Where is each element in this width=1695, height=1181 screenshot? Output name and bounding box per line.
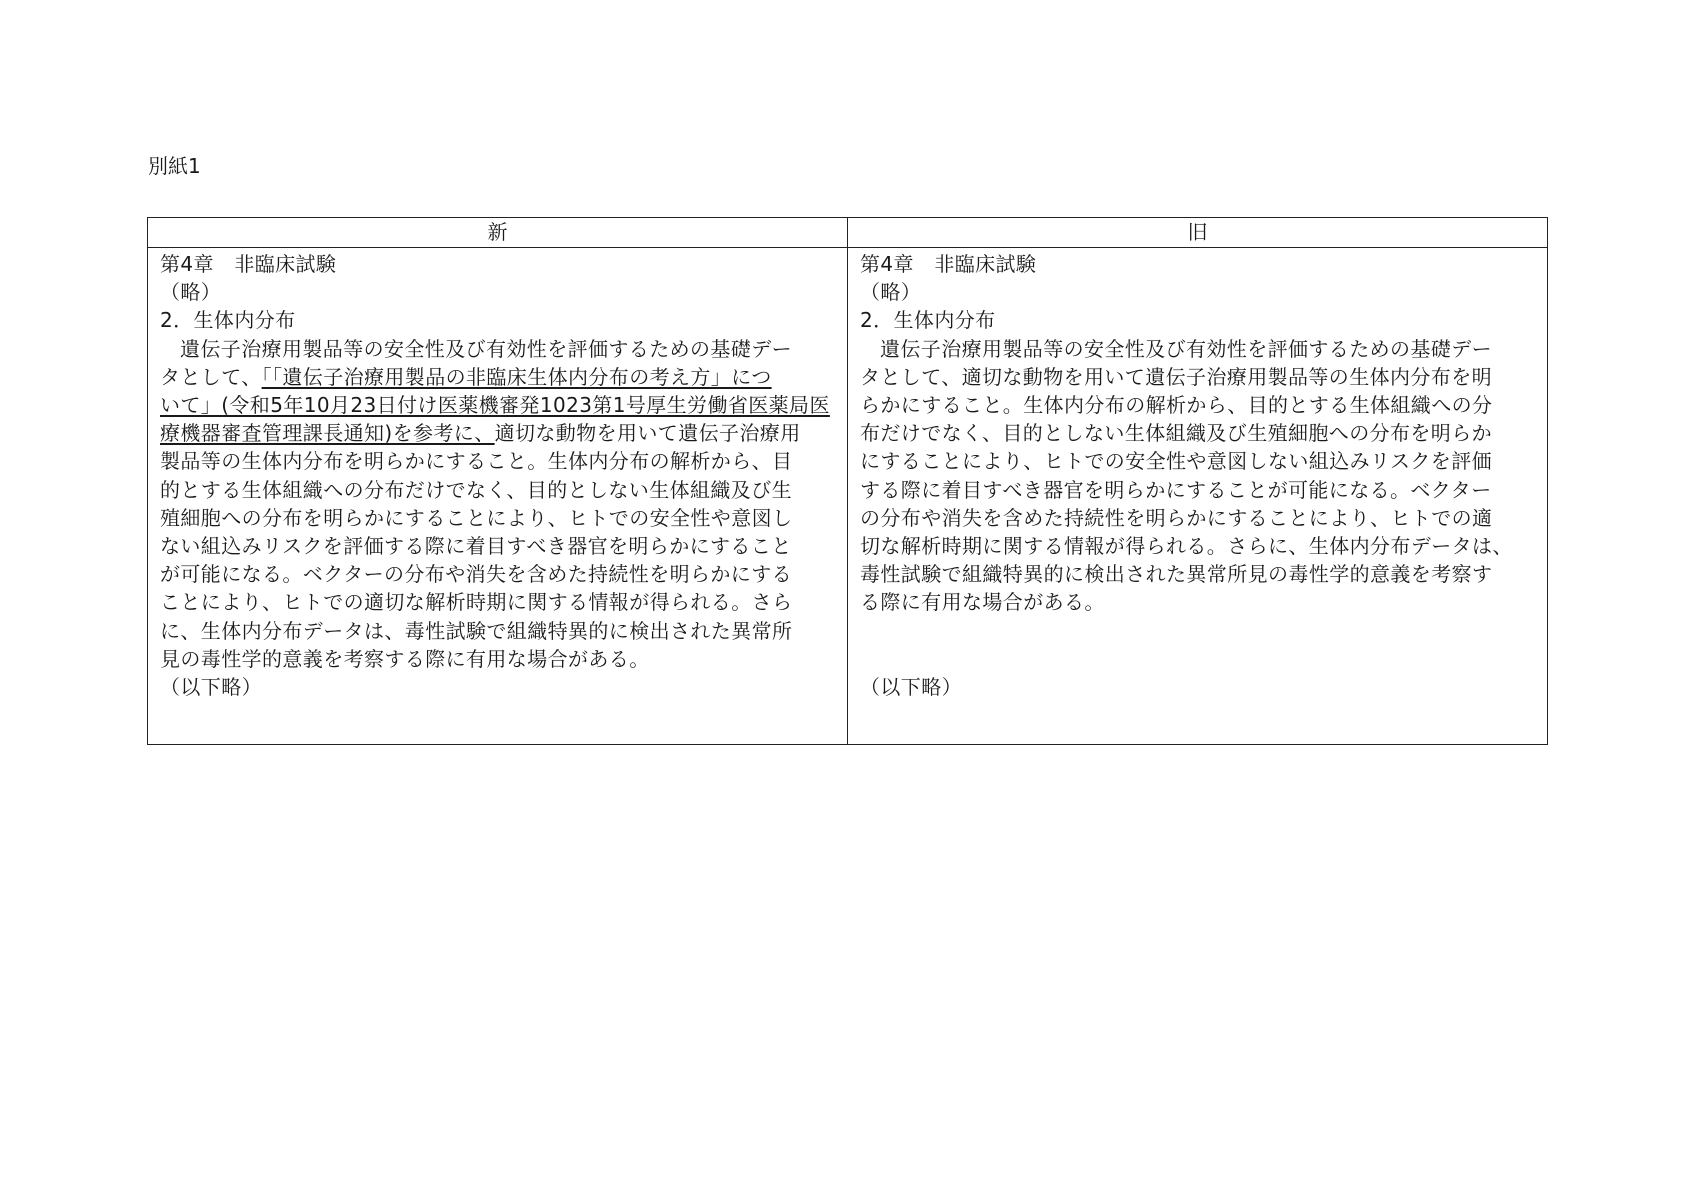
new-body-line: ことにより、ヒトでの適切な解析時期に関する情報が得られる。さら (160, 590, 793, 615)
new-section-title: 2．生体内分布 (160, 308, 296, 333)
new-body-text: 適切な動物を用いて遺伝子治療用 (494, 421, 801, 446)
column-header-new: 新 (148, 218, 848, 248)
new-omitted-top: （略） (160, 280, 222, 305)
new-body-line: 見の毒性学的意義を考察する際に有用な場合がある。 (160, 646, 650, 671)
old-body-line: 切な解析時期に関する情報が得られる。さらに、生体内分布データは、 (860, 534, 1513, 559)
old-body-line: 遺伝子治療用製品等の安全性及び有効性を評価するための基礎デー (880, 336, 1492, 361)
old-chapter-title: 第4章 非臨床試験 (860, 252, 1037, 276)
old-body-line: る際に有用な場合がある。 (860, 590, 1105, 615)
old-body-line: 布だけでなく、目的としない生体組織及び生殖細胞への分布を明らか (860, 421, 1492, 446)
old-body-line: らかにすること。生体内分布の解析から、目的とする生体組織への分 (860, 393, 1493, 418)
new-body-line: 遺伝子治療用製品等の安全性及び有効性を評価するための基礎デー (180, 336, 792, 361)
amended-text: 「「遺伝子治療用製品の非臨床生体内分布の考え方」につ (261, 364, 772, 389)
old-body-line: 毒性試験で組織特異的に検出された異常所見の毒性学的意義を考察す (860, 562, 1493, 587)
new-body-line: が可能になる。ベクターの分布や消失を含めた持続性を明らかにする (160, 562, 792, 587)
old-body-line: タとして、適切な動物を用いて遺伝子治療用製品等の生体内分布を明 (860, 364, 1492, 389)
blank-space (860, 617, 1535, 673)
new-body-line: 的とする生体組織への分布だけでなく、目的としない生体組織及び生 (160, 477, 792, 502)
new-body-line: ない組込みリスクを評価する際に着目すべき器官を明らかにすること (160, 534, 792, 559)
new-omitted-bottom: （以下略） (160, 675, 262, 700)
new-body-line (160, 363, 835, 391)
old-body-line: する際に着目すべき器官を明らかにすることが可能になる。ベクター (860, 477, 1492, 502)
old-body-line: にすることにより、ヒトでの安全性や意図しない組込みリスクを評価 (860, 449, 1492, 474)
old-body-line: の分布や消失を含めた持続性を明らかにすることにより、ヒトでの適 (860, 505, 1493, 530)
new-chapter-title: 第4章 非臨床試験 (160, 252, 337, 276)
comparison-table (147, 217, 1548, 745)
old-text-cell (848, 248, 1547, 744)
new-body-line: 殖細胞への分布を明らかにすることにより、ヒトでの安全性や意図し (160, 505, 793, 530)
old-omitted-top: （略） (860, 280, 922, 305)
column-header-old: 旧 (848, 218, 1547, 248)
attachment-label: 別紙1 (148, 154, 201, 178)
amended-text: いて」(令和5年10月23日付け医薬機審発1023第1号厚生労働省医薬局医 (160, 393, 830, 418)
new-body-text: タとして、 (160, 364, 262, 389)
new-body-line: に、生体内分布データは、毒性試験で組織特異的に検出された異常所 (160, 618, 793, 643)
old-omitted-bottom: （以下略） (860, 675, 962, 700)
new-text-cell (148, 248, 848, 744)
amended-text: 療機器審査管理課長通知)を参考に、 (160, 421, 495, 446)
new-body-line (160, 419, 835, 447)
new-body-line: 製品等の生体内分布を明らかにすること。生体内分布の解析から、目 (160, 449, 793, 474)
old-section-title: 2．生体内分布 (860, 308, 996, 333)
